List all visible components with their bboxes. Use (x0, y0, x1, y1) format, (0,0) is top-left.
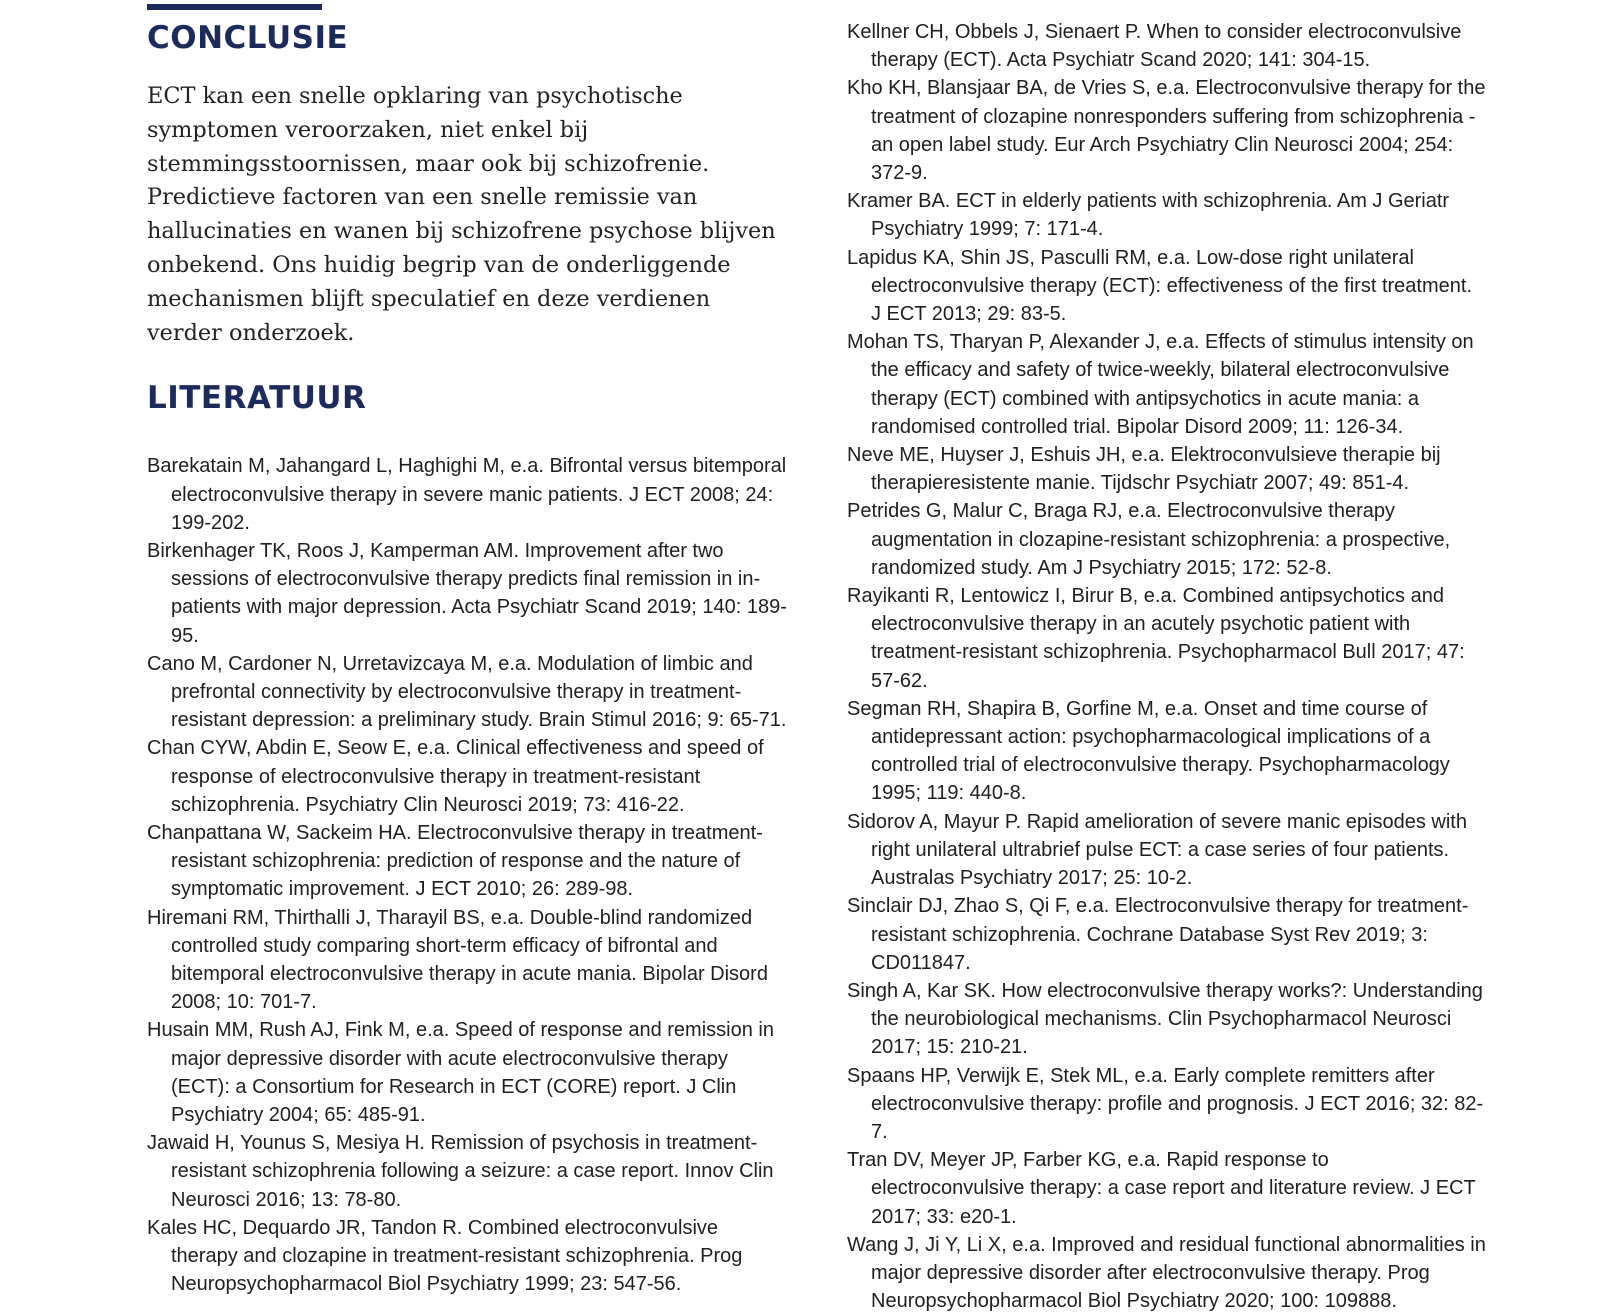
reference-item: Kramer BA. ECT in elderly patients with schizophrenia. Am J Geriatr Psychiatry 1999; 7: 171-4. (847, 190, 1450, 241)
reference-item: Segman RH, Shapira B, Gorfine M, e.a. Onset and time course of antidepressant action: psychopharmacological implications of a controlled trial of electroconvulsive therapy. Psychopharmacology 1995; 119: 440-8. (847, 697, 1450, 805)
reference-item: Mohan TS, Tharyan P, Alexander J, e.a. Effects of stimulus intensity on the efficacy and safety of twice-weekly, bilateral electroconvulsive therapy (ECT) combined with antipsychotics in acute mania: a randomised controlled trial. Bipolar Disord 2009; 11: 126-34. (847, 331, 1474, 438)
reference-item: Sinclair DJ, Zhao S, Qi F, e.a. Electroconvulsive therapy for treatment-resistant schizophrenia. Cochrane Database Syst Rev 2019; 3: CD011847. (847, 895, 1469, 974)
reference-item: Lapidus KA, Shin JS, Pasculli RM, e.a. Low-dose right unilateral electroconvulsive therapy (ECT): effectiveness of the first treatment. J ECT 2013; 29: 83-5. (847, 246, 1472, 326)
reference-item: Kales HC, Dequardo JR, Tandon R. Combined electroconvulsive therapy and clozapine in treatment-resistant schizophrenia. Prog Neuropsychopharmacol Biol Psychiatry 1999; 23: 547-56. (147, 1216, 743, 1296)
reference-item: Rayikanti R, Lentowicz I, Birur B, e.a. Combined antipsychotics and electroconvulsive therapy in an acutely psychotic patient with treatment-resistant schizophrenia. Psychopharmacol Bull 2017; 47: 57-62. (847, 585, 1465, 692)
reference-item: Neve ME, Huyser J, Eshuis JH, e.a. Elektroconvulsieve therapie bij therapieresistente manie. Tijdschr Psychiatr 2007; 49: 851-4. (847, 444, 1441, 495)
reference-item: Chanpattana W, Sackeim HA. Electroconvulsive therapy in treatment-resistant schizophrenia: prediction of response and the nature of symptomatic improvement. J ECT 2010; 26: 289-98. (147, 822, 763, 901)
literatuur-heading: LITERATUUR (147, 380, 367, 417)
reference-item: Husain MM, Rush AJ, Fink M, e.a. Speed of response and remission in major depressive disorder with acute electroconvulsive therapy (ECT): a Consortium for Research in ECT (CORE) report. J Clin Psychiatry 2004; 65: 485-91. (147, 1019, 774, 1127)
reference-item: Singh A, Kar SK. How electroconvulsive therapy works?: Understanding the neurobiological mechanisms. Clin Psychopharmacol Neurosci 2017; 15: 210-21. (847, 979, 1483, 1059)
conclusie-heading: CONCLUSIE (147, 20, 349, 56)
reference-item: Barekatain M, Jahangard L, Haghighi M, e.a. Bifrontal versus bitemporal electroconvulsive therapy in severe manic patients. J ECT 2008; 24: 199-202. (147, 455, 787, 534)
reference-item: Cano M, Cardoner N, Urretavizcaya M, e.a. Modulation of limbic and prefrontal connectivity by electroconvulsive therapy in treatment-resistant depression: a preliminary study. Brain Stimul 2016; 9: 65-71. (147, 652, 787, 732)
reference-item: Sidorov A, Mayur P. Rapid amelioration of severe manic episodes with right unilateral ultrabrief pulse ECT: a case series of four patients. Australas Psychiatry 2017; 25: 10-2. (847, 810, 1467, 890)
right-column (847, 18, 1487, 1315)
reference-list-right (847, 18, 1487, 1315)
conclusie-paragraph: ECT kan een snelle opklaring van psychotische symptomen veroorzaken, niet enkel bij stemmingsstoornissen, maar ook bij schizofrenie. Predictieve factoren van een snelle remissie van hallucinaties en wanen bij schizofrene psychose blijven onbekend. Ons huidig begrip van de onderliggende mechanismen blijft speculatief en deze verdienen verder onderzoek. (147, 83, 776, 346)
reference-item: Kho KH, Blansjaar BA, de Vries S, e.a. Electroconvulsive therapy for the treatment of clozapine nonresponders suffering from schizophrenia - an open label study. Eur Arch Psychiatry Clin Neurosci 2004; 254: 372-9. (847, 77, 1486, 185)
reference-item: Hiremani RM, Thirthalli J, Tharayil BS, e.a. Double-blind randomized controlled study comparing short-term efficacy of bifrontal and bitemporal electroconvulsive therapy in acute mania. Bipolar Disord 2008; 10: 701-7. (147, 906, 768, 1014)
reference-item: Petrides G, Malur C, Braga RJ, e.a. Electroconvulsive therapy augmentation in clozapine-resistant schizophrenia: a prospective, randomized study. Am J Psychiatry 2015; 172: 52-8. (847, 500, 1451, 579)
reference-item: Spaans HP, Verwijk E, Stek ML, e.a. Early complete remitters after electroconvulsive therapy: profile and prognosis. J ECT 2016; 32: 82-7. (847, 1064, 1484, 1143)
left-column (147, 0, 787, 1298)
reference-item: Wang J, Ji Y, Li X, e.a. Improved and residual functional abnormalities in major depressive disorder after electroconvulsive therapy. Prog Neuropsychopharmacol Biol Psychiatry 2020; 100: 109888. (847, 1233, 1486, 1313)
reference-item: Jawaid H, Younus S, Mesiya H. Remission of psychosis in treatment-resistant schizophrenia following a seizure: a case report. Innov Clin Neurosci 2016; 13: 78-80. (147, 1132, 774, 1211)
reference-list-left (147, 452, 787, 1298)
heading-rule (147, 4, 322, 10)
reference-item: Chan CYW, Abdin E, Seow E, e.a. Clinical effectiveness and speed of response of electroconvulsive therapy in treatment-resistant schizophrenia. Psychiatry Clin Neurosci 2019; 73: 416-22. (147, 737, 764, 816)
reference-item: Tran DV, Meyer JP, Farber KG, e.a. Rapid response to electroconvulsive therapy: a case report and literature review. J ECT 2017; 33: e20-1. (847, 1149, 1476, 1228)
reference-item: Kellner CH, Obbels J, Sienaert P. When to consider electroconvulsive therapy (ECT). Acta Psychiatr Scand 2020; 141: 304-15. (847, 21, 1462, 72)
reference-item: Birkenhager TK, Roos J, Kamperman AM. Improvement after two sessions of electroconvulsive therapy predicts final remission in in-patients with major depression. Acta Psychiatr Scand 2019; 140: 189-95. (147, 539, 787, 647)
